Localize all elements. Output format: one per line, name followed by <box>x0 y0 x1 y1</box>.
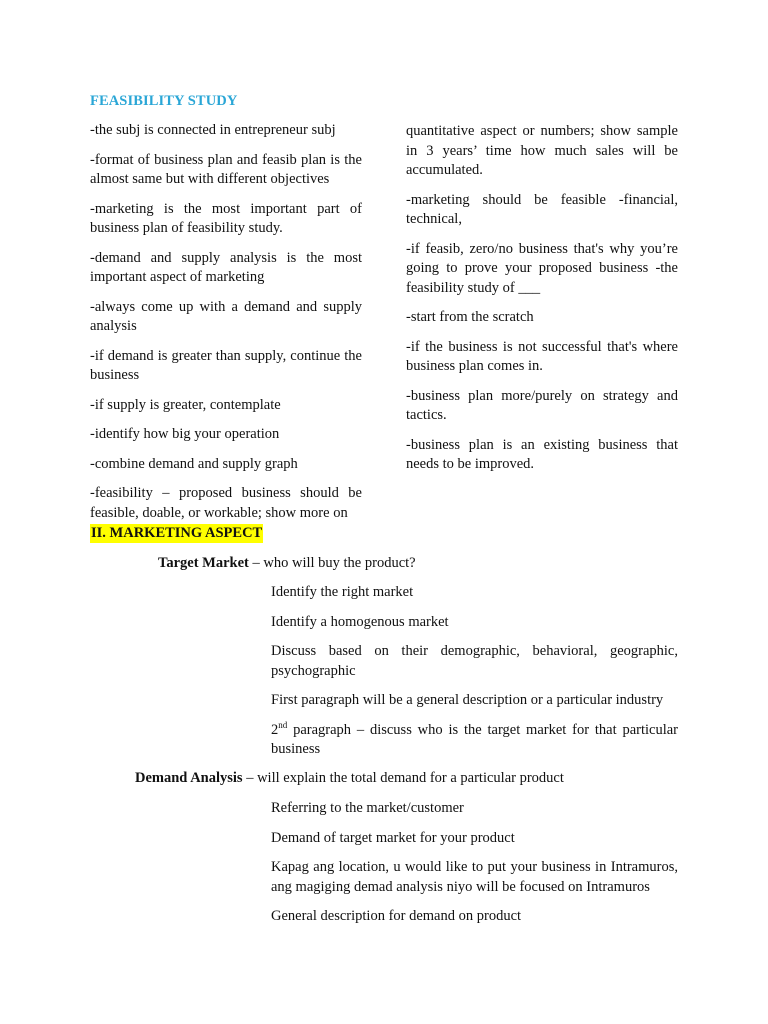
ordinal-number: 2 <box>271 721 279 738</box>
note: -business plan more/purely on strategy and tactics. <box>406 387 678 423</box>
list-item <box>271 721 678 760</box>
demand-analysis-items <box>271 799 678 937</box>
list-item: Demand of target market for your product <box>271 829 515 846</box>
list-item: Discuss based on their demographic, behavioral, geographic, psychographic <box>271 643 678 679</box>
note: -if feasib, zero/no business that's why you’re going to prove your proposed business -the feasibility study of ___ <box>406 240 678 296</box>
target-market-desc: – who will buy the product? <box>248 555 416 571</box>
target-market-term: Target Market <box>158 555 249 571</box>
note: quantitative aspect or numbers; show sample in 3 years’ time how much sales will be accumulated. <box>406 123 678 178</box>
target-market-items <box>271 583 678 770</box>
right-notes-column <box>406 122 678 485</box>
note: -business plan is an existing business that needs to be improved. <box>406 436 678 472</box>
note: -marketing should be feasible -financial, technical, <box>406 191 678 227</box>
note: -marketing is the most important part of business plan of feasibility study. <box>90 200 362 236</box>
note: -if demand is greater than supply, continue the business <box>90 347 362 383</box>
note: -demand and supply analysis is the most important aspect of marketing <box>90 249 362 285</box>
list-item: Kapag ang location, u would like to put your business in Intramuros, ang magiging demad analysis niyo will be focused on Intramuros <box>271 859 678 895</box>
list-item: Identify a homogenous market <box>271 613 449 630</box>
list-item: General description for demand on product <box>271 908 522 924</box>
note: -the subj is connected in entrepreneur subj <box>90 122 336 138</box>
note: -always come up with a demand and supply analysis <box>90 298 362 334</box>
demand-analysis-label <box>135 769 564 789</box>
demand-analysis-desc: – will explain the total demand for a particular product <box>242 770 564 786</box>
note: -identify how big your operation <box>90 426 280 442</box>
marketing-aspect-heading: II. MARKETING ASPECT <box>91 525 263 541</box>
demand-analysis-term: Demand Analysis <box>135 770 243 786</box>
target-market-label <box>158 554 416 574</box>
note: -combine demand and supply graph <box>90 455 298 472</box>
list-item: Referring to the market/customer <box>271 800 464 816</box>
list-item-text: paragraph – discuss who is the target market for that particular business <box>271 721 678 757</box>
list-item: Identify the right market <box>271 584 414 600</box>
list-item: First paragraph will be a general description or a particular industry <box>271 692 664 708</box>
note: -start from the scratch <box>406 309 534 325</box>
left-notes-column <box>90 121 362 523</box>
ordinal-suffix: nd <box>278 719 288 730</box>
note: -if supply is greater, contemplate <box>90 396 281 413</box>
note: -if the business is not successful that's where business plan comes in. <box>406 338 678 374</box>
note: -feasibility – proposed business should be feasible, doable, or workable; show more on <box>90 485 362 521</box>
document-title: FEASIBILITY STUDY <box>90 93 238 109</box>
note: -format of business plan and feasib plan is the almost same but with different objectives <box>90 151 362 187</box>
